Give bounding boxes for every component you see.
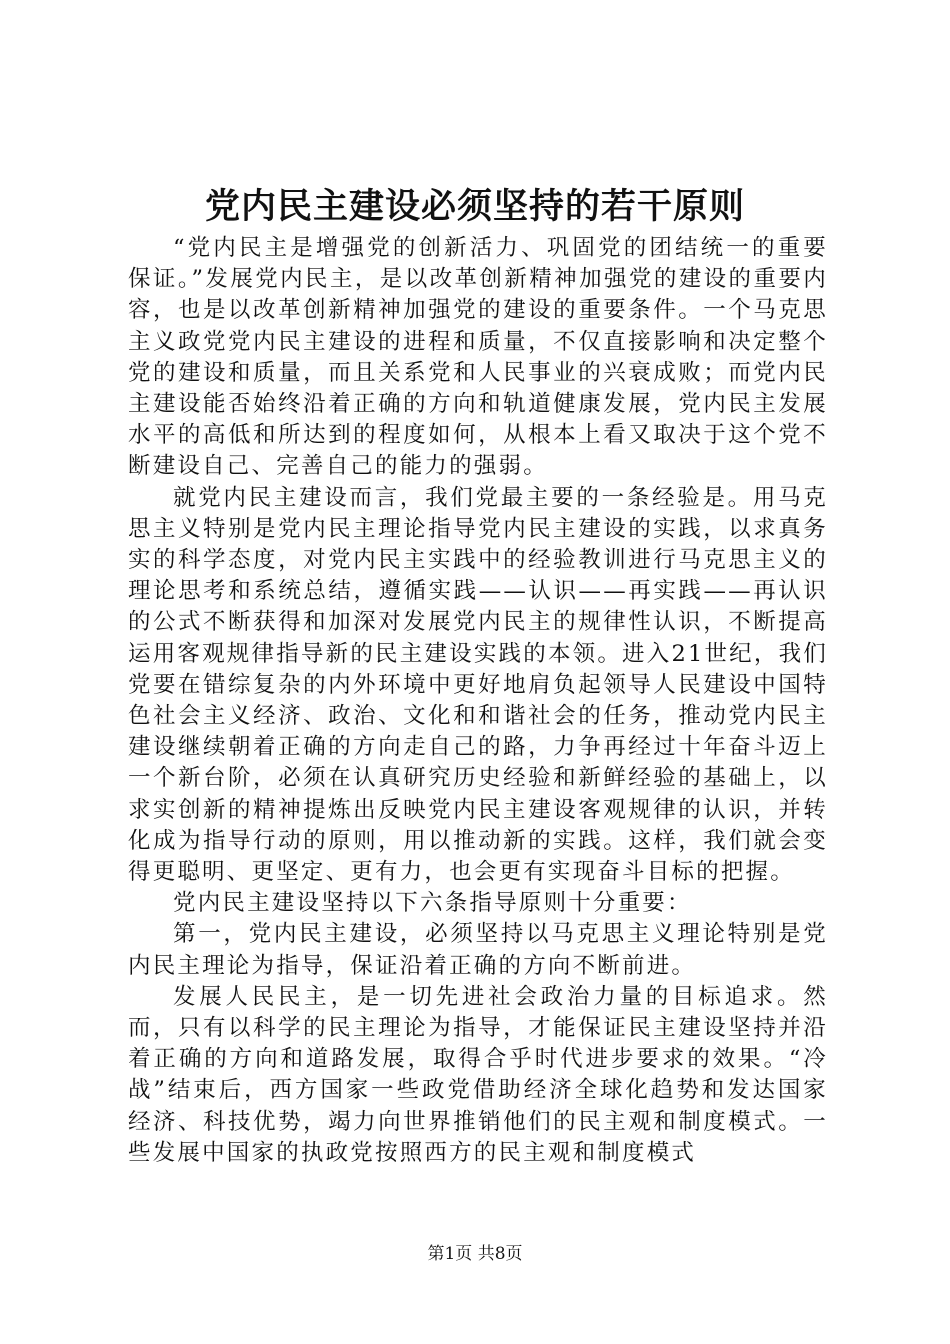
paragraph: 第一，党内民主建设，必须坚持以马克思主义理论特别是党内民主理论为指导，保证沿着正确的方向不断前进。 (128, 921, 828, 979)
paragraph: 党内民主建设坚持以下六条指导原则十分重要： (173, 890, 692, 917)
page-number-footer: 第1页 共8页 (427, 1244, 523, 1264)
paragraph: “党内民主是增强党的创新活力、巩固党的团结统一的重要保证。”发展党内民主，是以改革创新精神加强党的建设的重要内容，也是以改革创新精神加强党的建设的重要条件。一个马克思主义政党党内民主建设的进程和质量，不仅直接影响和决定整个党的建设和质量，而且关系党和人民事业的兴衰成败；而党内民主建设能否始终沿着正确的方向和轨道健康发展，党内民主发展水平的高低和所达到的程度如何，从根本上看又取决于这个党不断建设自己、完善自己的能力的强弱。 (128, 235, 828, 480)
paragraph: 发展人民民主，是一切先进社会政治力量的目标追求。然而，只有以科学的民主理论为指导，才能保证民主建设坚持并沿着正确的方向和道路发展，取得合乎时代进步要求的效果。“冷战”结束后，西方国家一些政党借助经济全球化趋势和发达国家经济、科技优势，竭力向世界推销他们的民主观和制度模式。一些发展中国家的执政党按照西方的民主观和制度模式 (128, 983, 828, 1166)
document-body (128, 233, 828, 1169)
paragraph: 就党内民主建设而言，我们党最主要的一条经验是。用马克思主义特别是党内民主理论指导党内民主建设的实践，以求真务实的科学态度，对党内民主实践中的经验教训进行马克思主义的理论思考和系统总结，遵循实践——认识——再实践——再认识的公式不断获得和加深对发展党内民主的规律性认识，不断提高运用客观规律指导新的民主建设实践的本领。进入21世纪，我们党要在错综复杂的内外环境中更好地肩负起领导人民建设中国特色社会主义经济、政治、文化和和谐社会的任务，推动党内民主建设继续朝着正确的方向走自己的路，力争再经过十年奋斗迈上一个新台阶，必须在认真研究历史经验和新鲜经验的基础上，以求实创新的精神提炼出反映党内民主建设客观规律的认识，并转化成为指导行动的原则，用以推动新的实践。这样，我们就会变得更聪明、更坚定、更有力，也会更有实现奋斗目标的把握。 (128, 484, 828, 886)
document-title: 党内民主建设必须坚持的若干原则 (204, 186, 745, 227)
